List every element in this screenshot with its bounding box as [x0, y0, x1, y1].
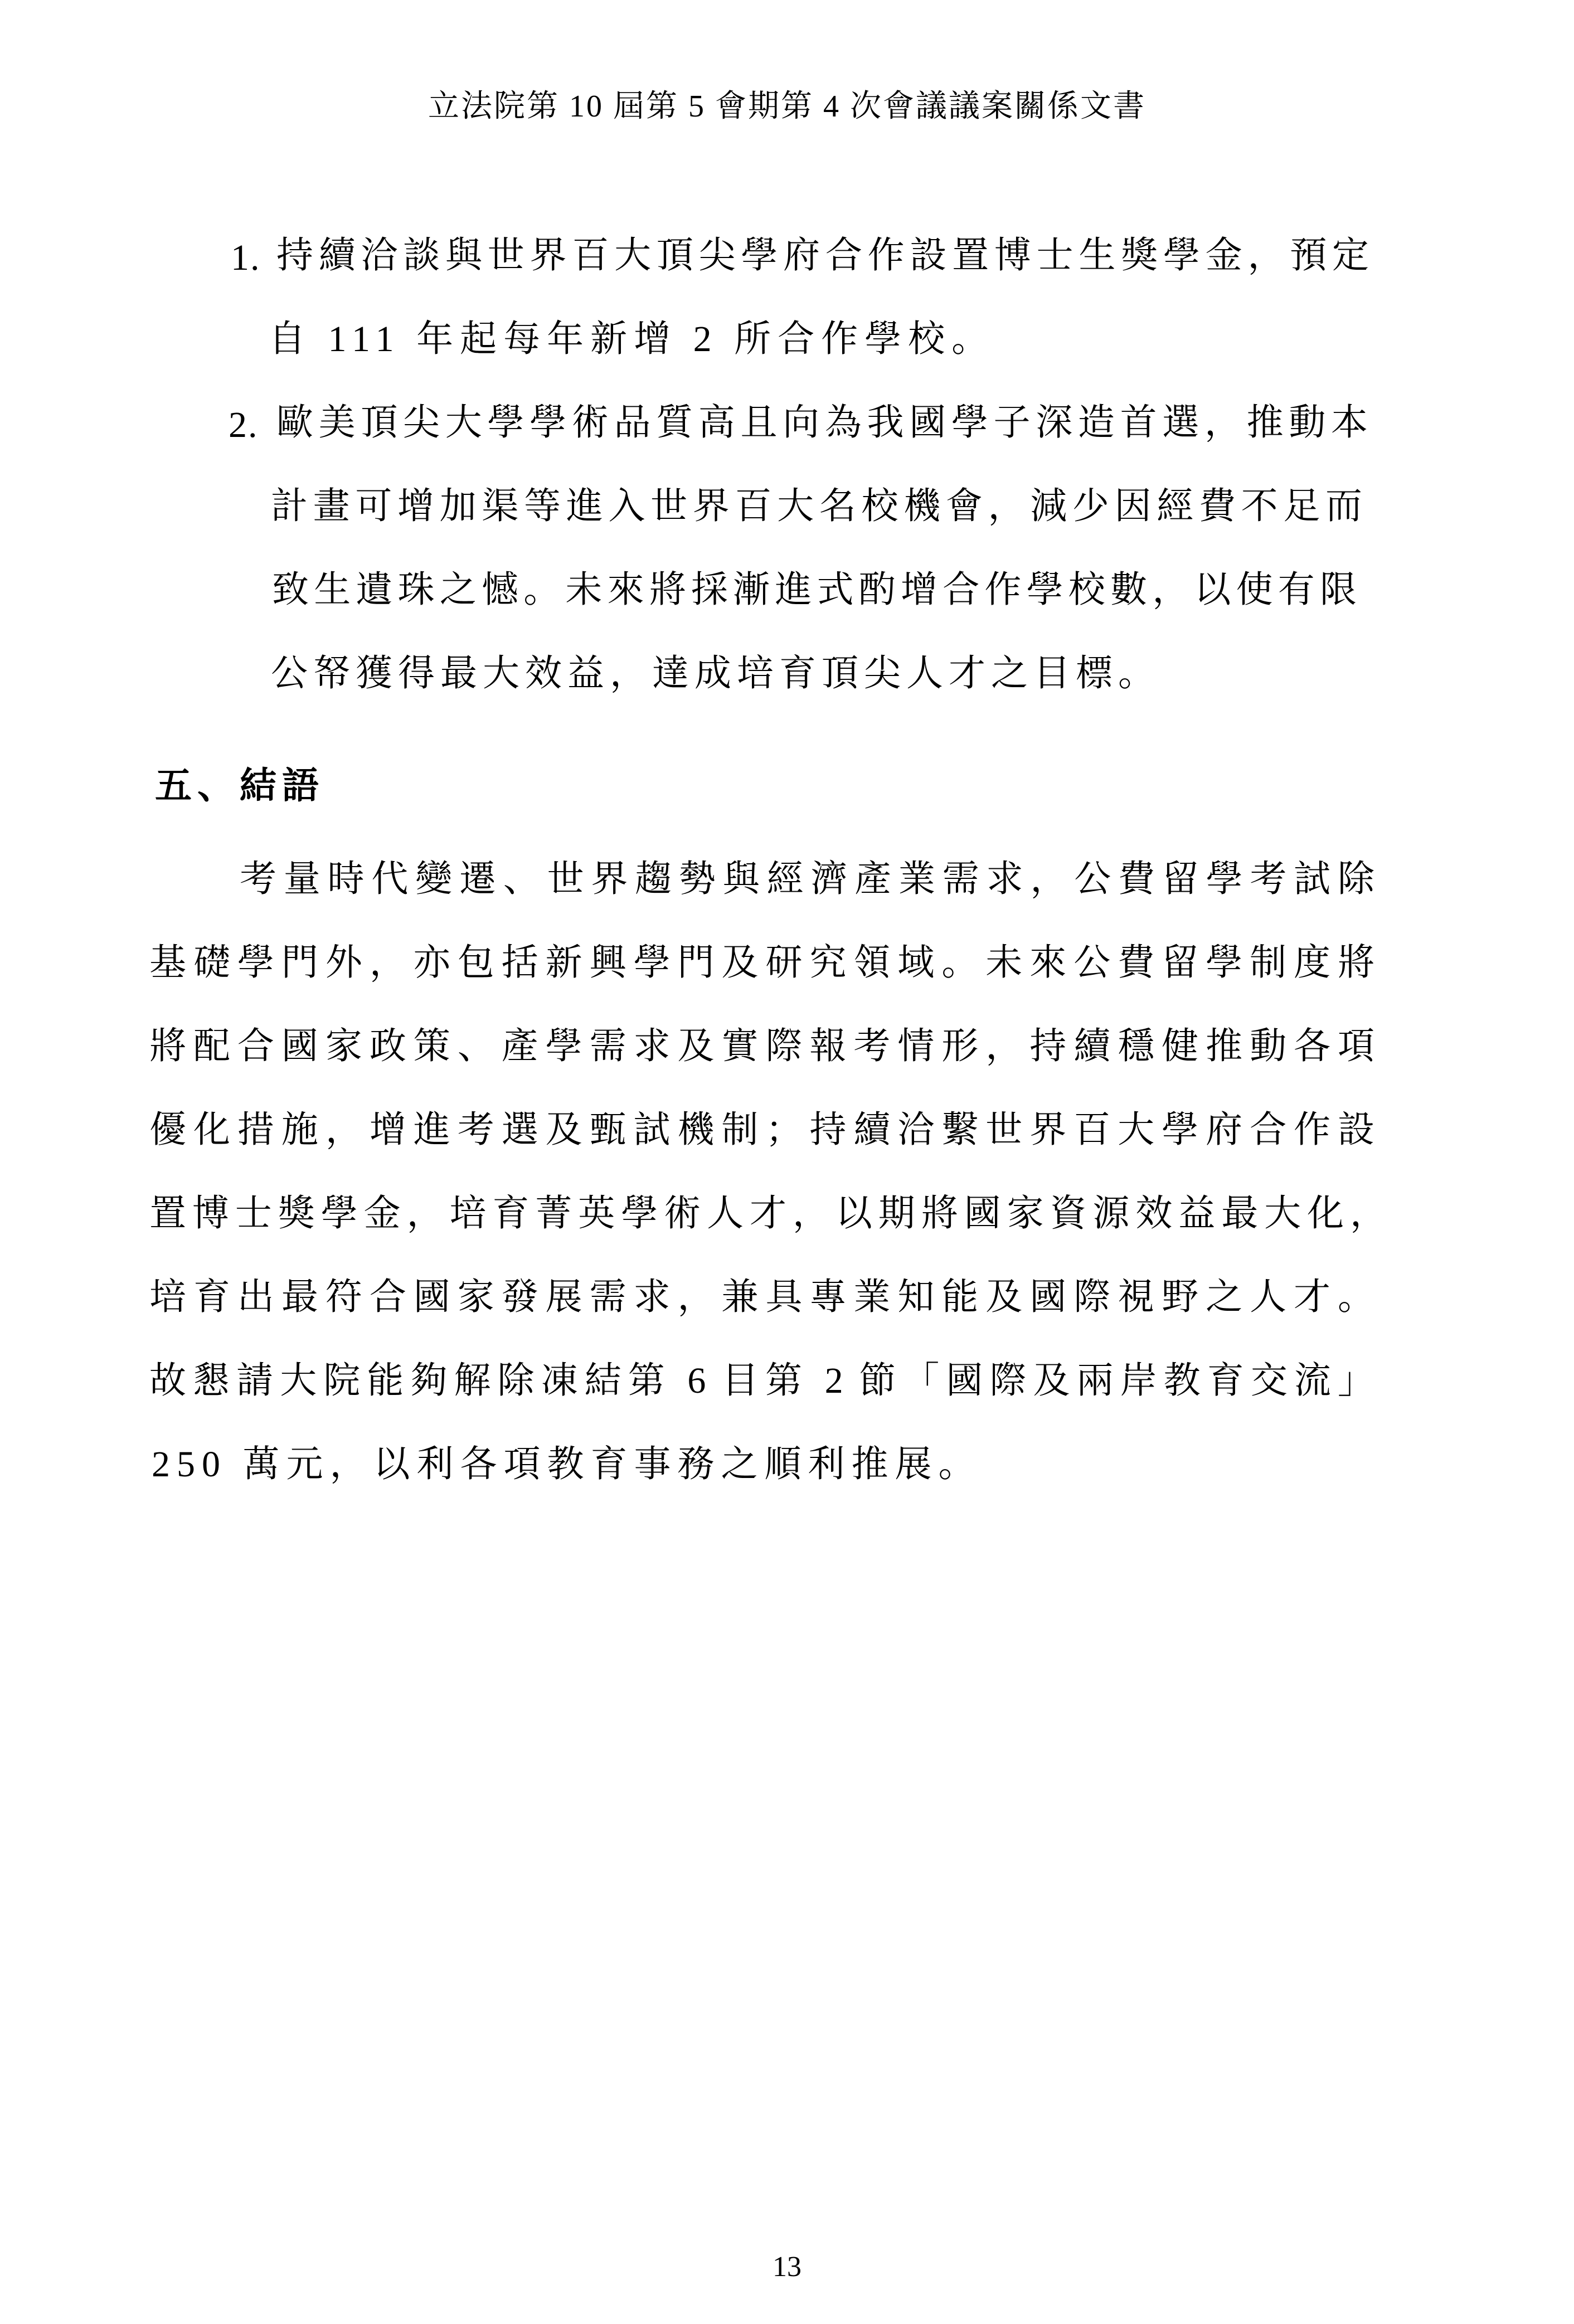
conclusion-line-6: 培育出最符合國家發展需求，兼具專業知能及國際視野之人才。 — [149, 1277, 1374, 1317]
document-header-title: 立法院第 10 屆第 5 會期第 4 次會議議案關係文書 — [428, 89, 1146, 124]
list-item-2-line-1: 歐美頂尖大學學術品質高且向為我國學子深造首選，推動本 — [276, 402, 1368, 443]
conclusion-line-3: 將配合國家政策、產學需求及實際報考情形，持續穩健推動各項 — [149, 1026, 1374, 1067]
list-item-1-number: 1. — [231, 237, 261, 278]
section-heading: 五、結語 — [155, 766, 324, 806]
conclusion-line-4: 優化措施，增進考選及甄試機制；持續洽繫世界百大學府合作設 — [149, 1110, 1374, 1150]
list-item-1-line-2: 自 111 年起每年新增 2 所合作學校。 — [269, 319, 995, 359]
list-item-2-number: 2. — [229, 405, 259, 445]
list-item-2-line-3: 致生遺珠之憾。未來將採漸進式酌增合作學校數，以使有限 — [272, 570, 1357, 610]
conclusion-line-5: 置博士獎學金，培育菁英學術人才，以期將國家資源效益最大化， — [149, 1193, 1387, 1234]
conclusion-line-1: 考量時代變遷、世界趨勢與經濟產業需求，公費留學考試除 — [240, 859, 1374, 900]
list-item-2-line-4: 公帑獲得最大效益，達成培育頂尖人才之目標。 — [271, 653, 1160, 694]
page-number: 13 — [773, 2251, 801, 2283]
list-item-2-line-2: 計畫可增加渠等進入世界百大名校機會，減少因經費不足而 — [271, 486, 1362, 527]
list-item-1-line-1: 持續洽談與世界百大頂尖學府合作設置博士生獎學金，預定 — [276, 235, 1369, 276]
conclusion-line-7: 故懇請大院能夠解除凍結第 6 目第 2 節「國際及兩岸教育交流」 — [149, 1360, 1374, 1401]
conclusion-line-8: 250 萬元，以利各項教育事務之順利推展。 — [152, 1444, 982, 1485]
conclusion-line-2: 基礎學門外，亦包括新興學門及研究領域。未來公費留學制度將 — [149, 942, 1374, 983]
